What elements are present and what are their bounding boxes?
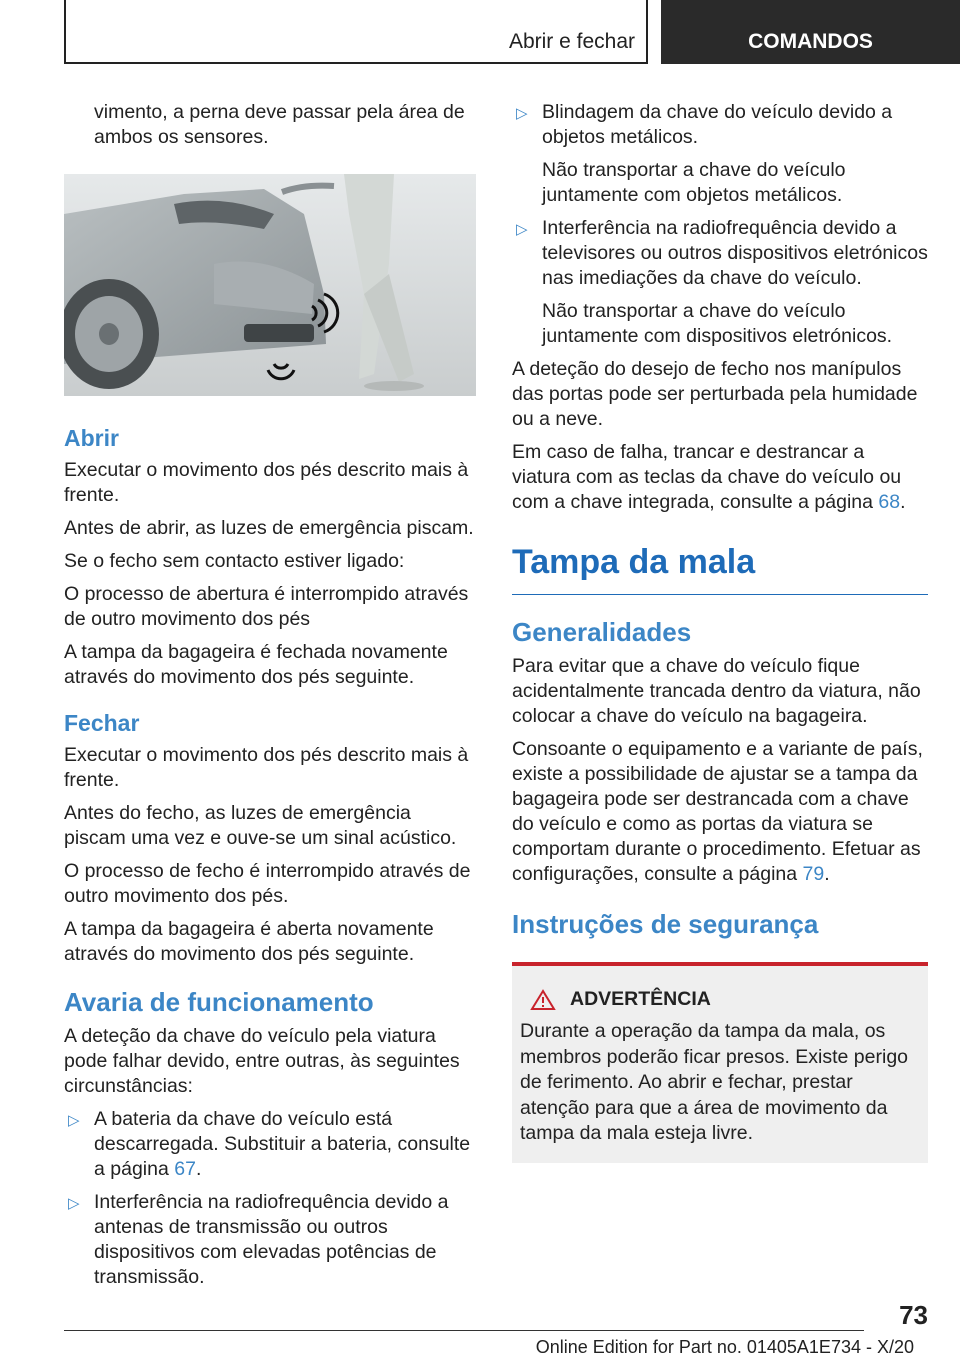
bullet-text: A bateria da chave do veículo está descarregada. Substituir a bateria, consulte a página <box>94 1108 471 1180</box>
warning-triangle-icon <box>530 989 556 1011</box>
fechar-heading: Fechar <box>64 710 140 736</box>
page-link-79[interactable]: 79 <box>802 863 825 885</box>
warning-text: Durante a operação da tampa da mala, os membros poderão ficar presos. Existe perigo de ferimento. Ao abrir e fechar, prestar atenção para que a área de movimento da tampa da mala esteja livre. <box>520 1020 909 1144</box>
footer-divider <box>64 1330 864 1331</box>
bullet-text: Blindagem da chave do veículo devido a objetos metálicos. <box>542 101 893 148</box>
list-item <box>512 100 928 150</box>
warning-title: ADVERTÊNCIA <box>570 988 711 1010</box>
bullet-subtext: Não transportar a chave do veículo juntamente com dispositivos eletrónicos. <box>542 300 893 347</box>
generalidades-heading: Generalidades <box>512 617 692 647</box>
abrir-paragraph-1: Executar o movimento dos pés descrito mais à frente. <box>64 459 469 506</box>
bullet-text: Interferência na radiofrequência devido a televisores ou outros dispositivos eletrónicos nas imediações da chave do veículo. <box>542 217 928 289</box>
abrir-paragraph-4: O processo de abertura é interrompido através de outro movimento dos pés <box>64 583 469 630</box>
list-item <box>512 216 928 291</box>
bullet-triangle-icon: ▷ <box>516 221 528 238</box>
list-item: ▷ A bateria da chave do veículo está descarregada. Substituir a bateria, consulte a página 67. <box>68 1108 471 1180</box>
humidity-paragraph: A deteção do desejo de fecho nos manípulos das portas pode ser perturbada pela humidade ou a neve. <box>512 358 918 430</box>
foot-sensor-illustration <box>64 174 476 396</box>
fechar-paragraph-4: A tampa da bagageira é aberta novamente através do movimento dos pés seguinte. <box>64 918 434 965</box>
bullet-subtext: Não transportar a chave do veículo juntamente com objetos metálicos. <box>542 159 846 206</box>
header-section-title: Abrir e fechar <box>508 30 635 53</box>
left-column <box>64 100 476 1298</box>
fechar-paragraph-3: O processo de fecho é interrompido através de outro movimento dos pés. <box>64 860 471 907</box>
avaria-heading: Avaria de funcionamento <box>64 987 374 1017</box>
tampa-da-mala-title: Tampa da mala <box>512 543 928 595</box>
bullet-text: Interferência na radiofrequência devido a antenas de transmissão ou outros dispositivos com elevadas potências de transmissão. <box>94 1191 449 1288</box>
page-link-68[interactable]: 68 <box>878 491 901 513</box>
warning-title-row <box>530 988 920 1011</box>
intro-paragraph: vimento, a perna deve passar pela área de ambos os sensores. <box>94 101 465 148</box>
seguranca-heading: Instruções de segurança <box>512 909 819 939</box>
abrir-paragraph-2: Antes de abrir, as luzes de emergência piscam. <box>64 517 474 539</box>
failure-paragraph: Em caso de falha, trancar e destrancar a viatura com as teclas da chave do veículo ou com a chave integrada, consulte a página 68. <box>512 441 906 513</box>
page-link-67[interactable]: 67 <box>174 1158 196 1180</box>
bullet-triangle-icon: ▷ <box>68 1195 80 1212</box>
generalidades-paragraph-2: Consoante o equipamento e a variante de país, existe a possibilidade de ajustar se a tampa da bagageira pode ser destrancada com a chave do veículo e como as portas da viatura se comportam durante o procedimento. Efetuar as configurações, consulte a página 79. <box>512 738 923 885</box>
abrir-paragraph-5: A tampa da bagageira é fechada novamente através do movimento dos pés seguinte. <box>64 641 448 688</box>
avaria-paragraph-1: A deteção da chave do veículo pela viatura pode falhar devido, entre outras, às seguintes circunstâncias: <box>64 1025 460 1097</box>
warning-box <box>512 962 928 1163</box>
fechar-paragraph-2: Antes do fecho, as luzes de emergência piscam uma vez e ouve-se um sinal acústico. <box>64 802 457 849</box>
generalidades-paragraph-1: Para evitar que a chave do veículo fique acidentalmente trancada dentro da viatura, não colocar a chave do veículo na bagageira. <box>512 655 921 727</box>
bullet-triangle-icon: ▷ <box>516 105 528 122</box>
right-column <box>512 100 928 1163</box>
abrir-heading: Abrir <box>64 425 119 451</box>
page-number: 73 <box>899 1300 928 1330</box>
footer-edition: Online Edition for Part no. 01405A1E734 - X/20 <box>535 1337 914 1357</box>
list-item <box>64 1190 476 1290</box>
bullet-triangle-icon: ▷ <box>68 1112 80 1129</box>
fechar-paragraph-1: Executar o movimento dos pés descrito mais à frente. <box>64 744 469 791</box>
abrir-paragraph-3: Se o fecho sem contacto estiver ligado: <box>64 550 405 572</box>
header-chapter-tab: COMANDOS <box>661 0 960 64</box>
